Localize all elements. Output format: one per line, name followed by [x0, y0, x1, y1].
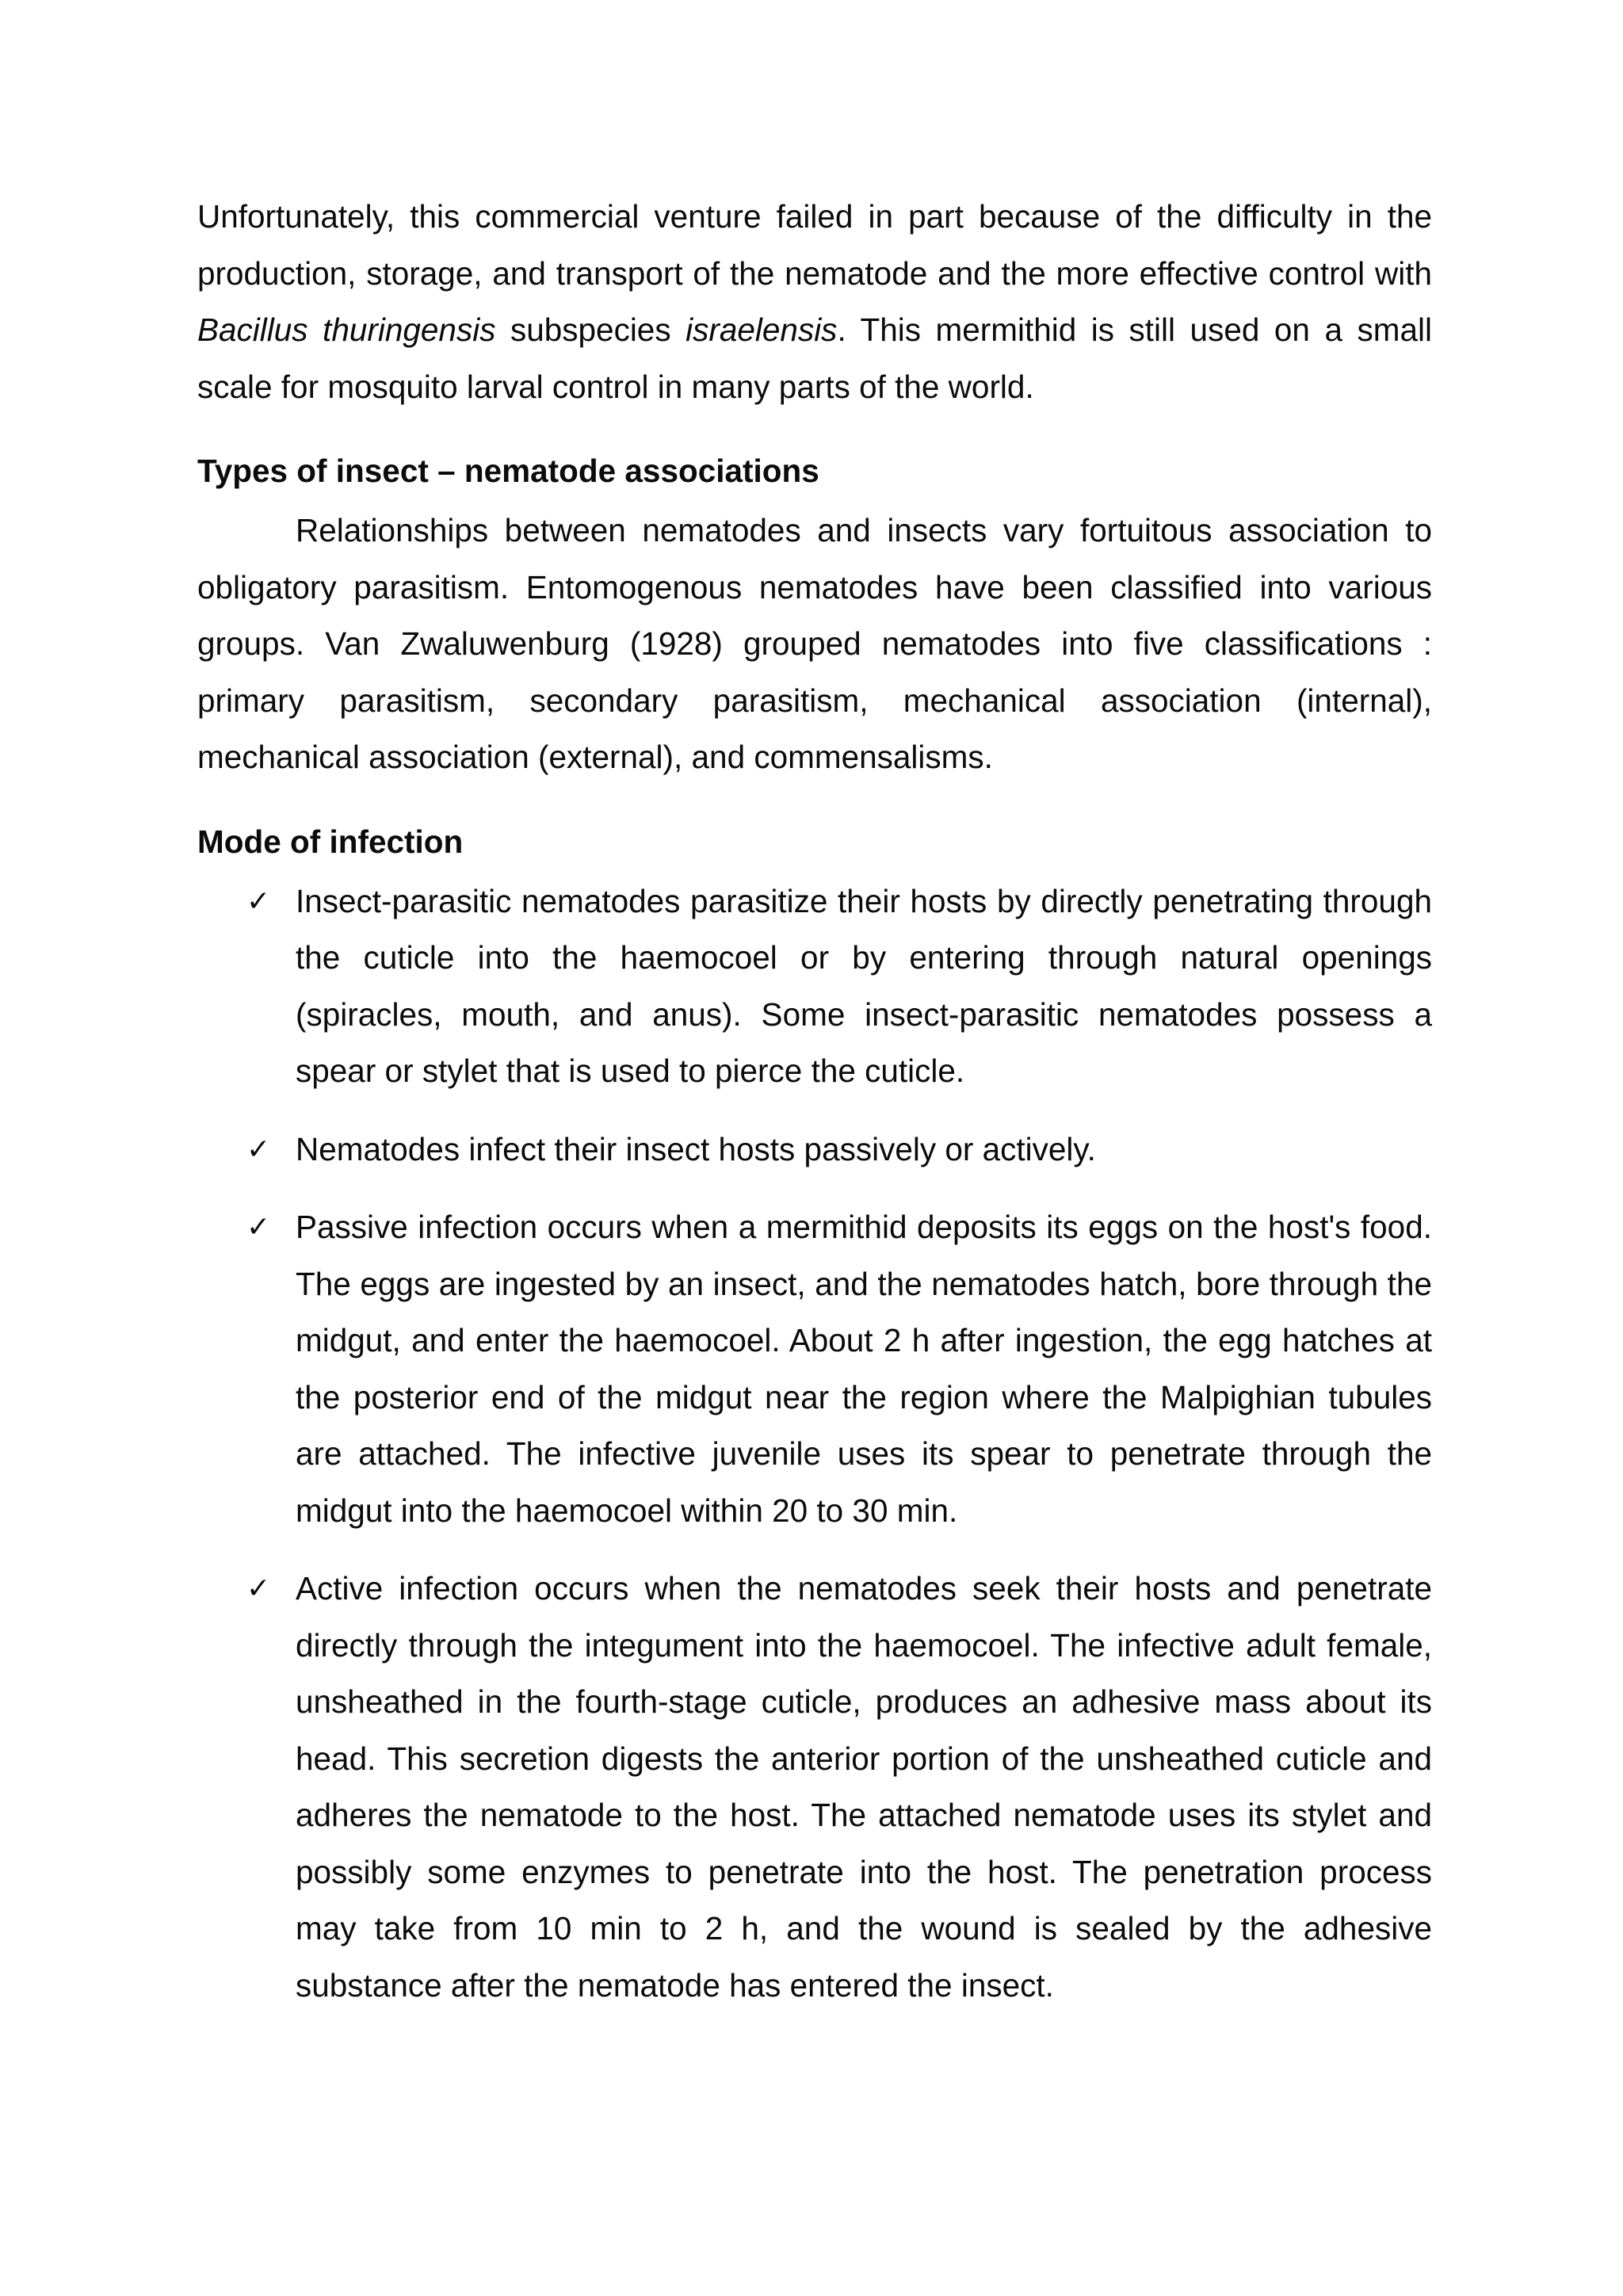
page-content — [197, 189, 1432, 2035]
checkmark-icon: ✓ — [246, 1133, 271, 1166]
types-heading: Types of insect – nematode associations — [197, 453, 819, 489]
checkmark-icon: ✓ — [246, 1211, 271, 1244]
list-item-text: Nematodes infect their insect hosts passively or actively. — [296, 1130, 1096, 1167]
mode-checklist — [197, 873, 1432, 2015]
intro-text-after: . This mermithid is still used on a small scale for mosquito larval control in many parts of the world. — [197, 311, 1433, 405]
list-item — [197, 1561, 1432, 2014]
checkmark-icon: ✓ — [246, 1572, 271, 1605]
intro-text-before: Unfortunately, this commercial venture failed in part because of the difficulty in the production, storage, and transport of the nematode and the more effective control with — [197, 198, 1432, 292]
intro-text-middle: subspecies — [495, 311, 686, 348]
list-item-text: Active infection occurs when the nematodes seek their hosts and penetrate directly through the integument into the haemocoel. The infective adult female, unsheathed in the fourth-stage cuticle, produces an adhesive mass about its head. This secretion digests the anterior portion of the unsheathed cuticle and adheres the nematode to the host. The attached nematode uses its stylet and possibly some enzymes to penetrate into the host. The penetration process may take from 10 min to 2 h, and the wound is sealed by the adhesive substance after the nematode has entered the insect. — [296, 1570, 1432, 2004]
list-item-text: Passive infection occurs when a mermithid deposits its eggs on the host's food. The eggs are ingested by an insect, and the nematodes hatch, bore through the midgut, and enter the haemocoel. About 2 h after ingestion, the egg hatches at the posterior end of the midgut near the region where the Malpighian tubules are attached. The infective juvenile uses its spear to penetrate through the midgut into the haemocoel within 20 to 30 min. — [296, 1209, 1432, 1529]
list-item — [197, 1199, 1432, 1539]
list-item — [197, 873, 1432, 1100]
intro-paragraph — [197, 189, 1432, 415]
species-name: Bacillus thuringensis — [197, 311, 496, 348]
mode-heading: Mode of infection — [197, 823, 464, 860]
subspecies-name: israelensis — [685, 311, 838, 348]
list-item — [197, 1121, 1432, 1179]
checkmark-icon: ✓ — [246, 884, 271, 918]
list-item-text: Insect-parasitic nematodes parasitize their hosts by directly penetrating through the cuticle into the haemocoel or by entering through natural openings (spiracles, mouth, and anus). Some insect-parasitic nematodes possess a spear or stylet that is used to pierce the cuticle. — [296, 882, 1432, 1089]
types-paragraph: Relationships between nematodes and insects vary fortuitous association to obligatory parasitism. Entomogenous nematodes have been classified into various groups. Van Zwaluwenburg (1928) grouped nematodes into five classifications : primary parasitism, secondary parasitism, mechanical association (internal), mechanical association (external), and commensalisms. — [197, 512, 1432, 775]
